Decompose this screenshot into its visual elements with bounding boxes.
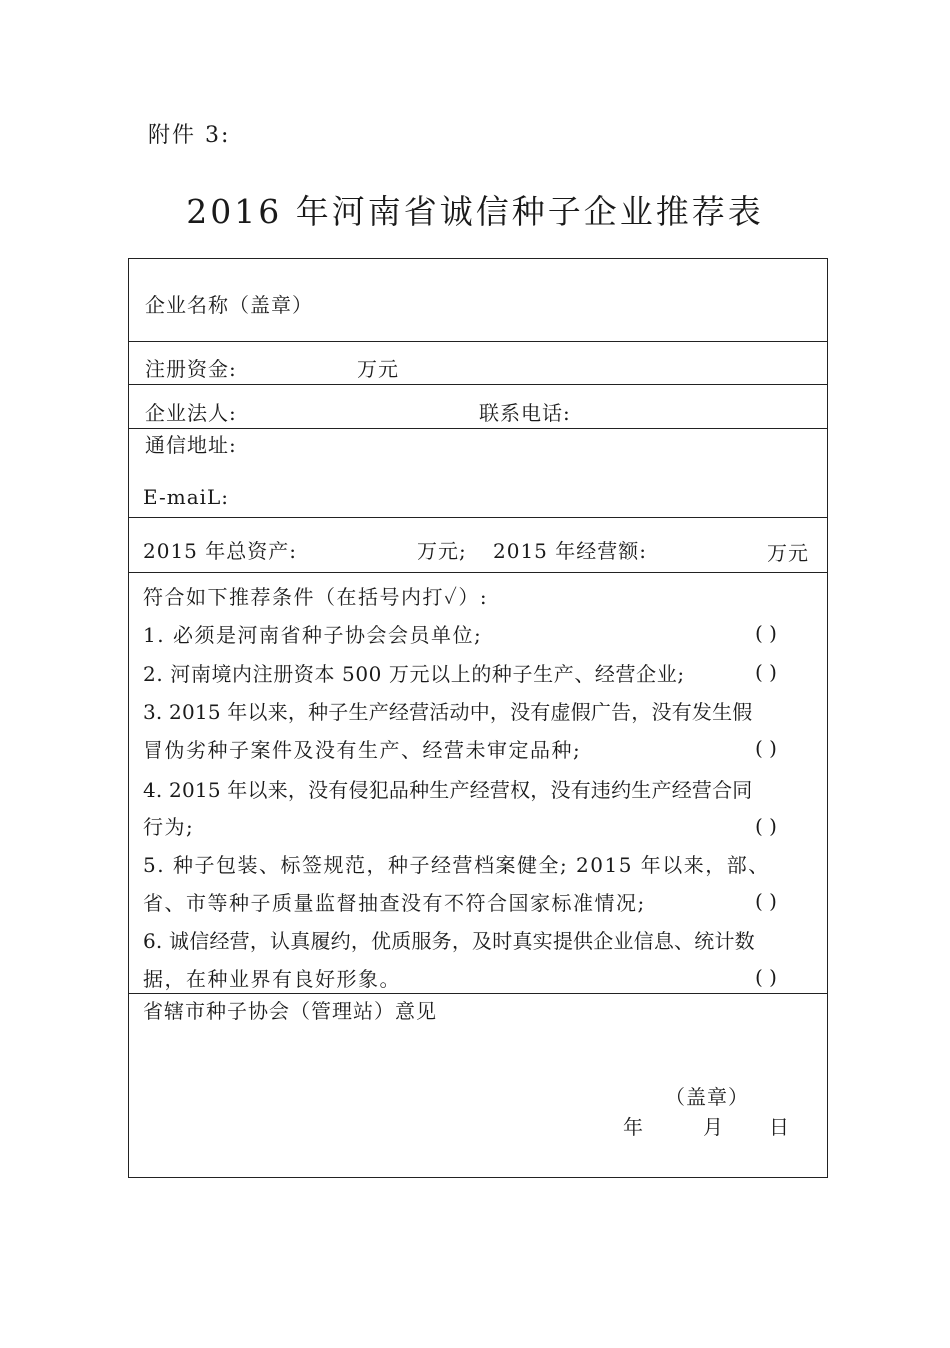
condition-4-line-2: 行为; — [143, 815, 195, 839]
opinion-label: 省辖市种子协会（管理站）意见 — [143, 999, 437, 1023]
legal-person-label: 企业法人: — [145, 401, 237, 425]
divider — [129, 517, 827, 518]
condition-2-line-1: 2. 河南境内注册资本 500 万元以上的种子生产、经营企业; — [143, 662, 685, 686]
attachment-label: 附件 3: — [148, 123, 231, 148]
condition-2-checkbox[interactable]: ( ) — [755, 660, 777, 684]
contact-phone-label: 联系电话: — [479, 401, 571, 425]
condition-6-checkbox[interactable]: ( ) — [755, 965, 777, 989]
condition-4-line-1: 4. 2015 年以来，没有侵犯品种生产经营权，没有违约生产经营合同 — [143, 778, 753, 802]
divider — [129, 341, 827, 342]
opinion-date-month: 月 — [703, 1115, 724, 1139]
recommendation-form-table — [128, 258, 828, 1178]
address-label: 通信地址: — [145, 433, 237, 457]
total-assets-unit: 万元; — [417, 539, 467, 563]
divider — [129, 572, 827, 573]
condition-3-checkbox[interactable]: ( ) — [755, 736, 777, 760]
registered-capital-label: 注册资金: — [145, 357, 237, 381]
opinion-date-year: 年 — [623, 1115, 644, 1139]
opinion-seal: （盖章） — [665, 1085, 749, 1109]
divider — [129, 993, 827, 994]
condition-3-line-2: 冒伪劣种子案件及没有生产、经营未审定品种; — [143, 738, 582, 762]
condition-6-line-2: 据，在种业界有良好形象。 — [143, 967, 401, 991]
divider — [129, 384, 827, 385]
condition-3-line-1: 3. 2015 年以来，种子生产经营活动中，没有虚假广告，没有发生假 — [143, 700, 753, 724]
condition-1-checkbox[interactable]: ( ) — [755, 621, 777, 645]
condition-6-line-1: 6. 诚信经营，认真履约，优质服务，及时真实提供企业信息、统计数 — [143, 929, 755, 953]
registered-capital-unit: 万元 — [357, 357, 399, 381]
condition-1-line-1: 1. 必须是河南省种子协会会员单位; — [143, 623, 483, 647]
opinion-date-day: 日 — [769, 1115, 790, 1139]
condition-4-checkbox[interactable]: ( ) — [755, 814, 777, 838]
company-name-label: 企业名称（盖章） — [145, 293, 313, 317]
conditions-heading: 符合如下推荐条件（在括号内打✓）: — [143, 585, 489, 609]
condition-5-line-2: 省、市等种子质量监督抽查没有不符合国家标准情况; — [143, 891, 646, 915]
page-title: 2016 年河南省诚信种子企业推荐表 — [186, 192, 764, 231]
turnover-unit: 万元 — [767, 541, 809, 565]
turnover-label: 2015 年经营额: — [493, 539, 647, 563]
condition-5-checkbox[interactable]: ( ) — [755, 889, 777, 913]
total-assets-label: 2015 年总资产: — [143, 539, 297, 563]
condition-5-line-1: 5. 种子包装、标签规范，种子经营档案健全; 2015 年以来，部、 — [143, 853, 770, 877]
email-label: E-maiL: — [143, 485, 230, 509]
